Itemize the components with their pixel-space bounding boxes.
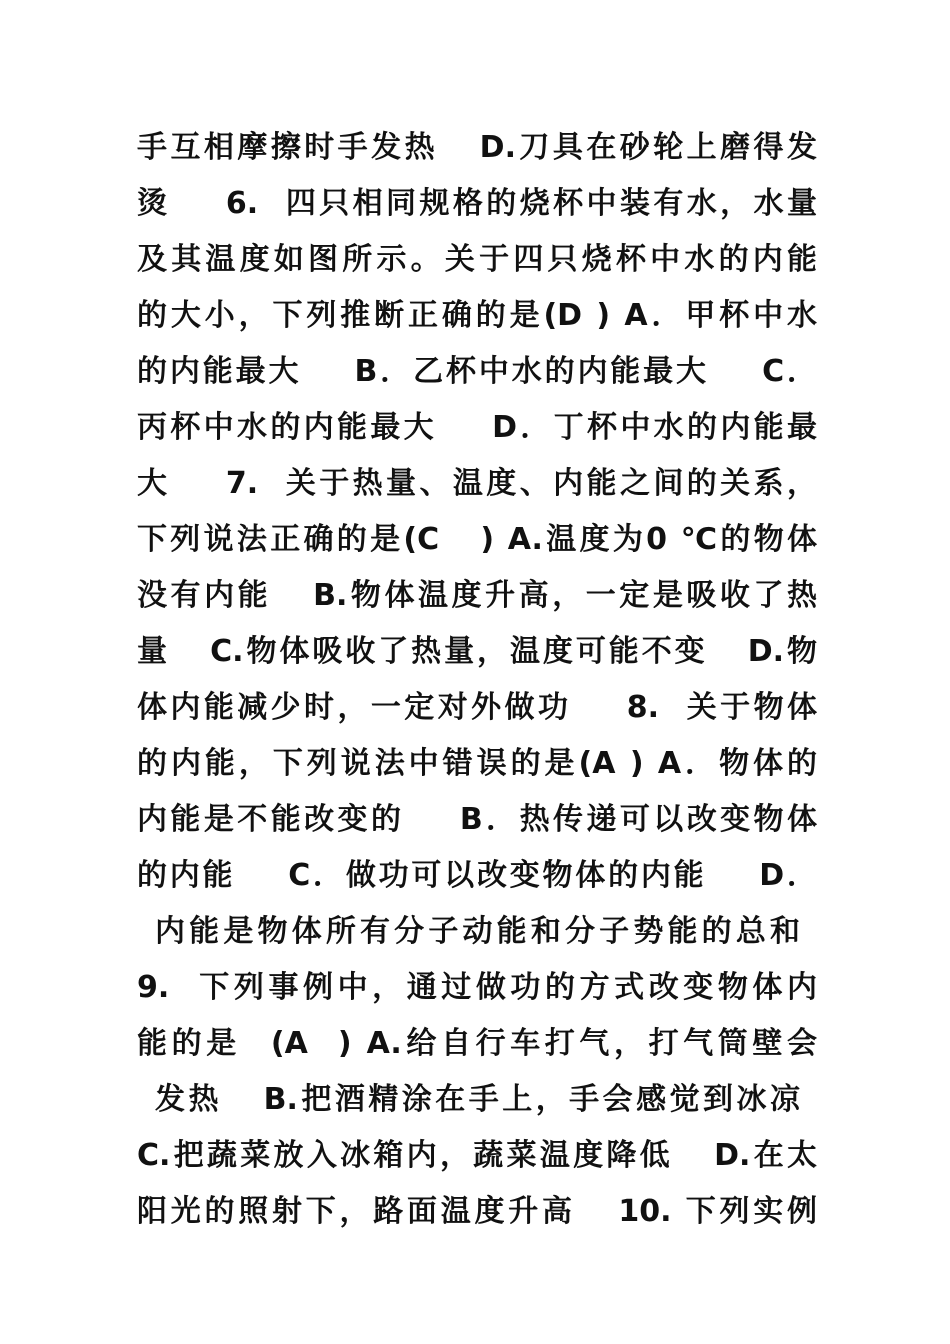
text-line-5: 的内能最大 B．乙杯中水的内能最大 C． — [137, 354, 817, 389]
text-line-19: C.把蔬菜放入冰箱内，蔬菜温度降低 D.在太 — [137, 1138, 817, 1173]
text-line-20: 阳光的照射下，路面温度升高 10. 下列实例 — [137, 1194, 817, 1229]
text-line-6: 丙杯中水的内能最大 D．丁杯中水的内能最 — [137, 410, 817, 445]
text-line-9: 没有内能 B.物体温度升高，一定是吸收了热 — [137, 578, 817, 613]
text-line-1: 手互相摩擦时手发热 D.刀具在砂轮上磨得发 — [137, 130, 817, 165]
text-line-15: 内能是物体所有分子动能和分子势能的总和 — [155, 914, 800, 949]
text-line-12: 的内能，下列说法中错误的是(A ) A．物体的 — [137, 746, 817, 781]
text-line-14: 的内能 C．做功可以改变物体的内能 D． — [137, 858, 817, 893]
text-line-16: 9. 下列事例中，通过做功的方式改变物体内 — [137, 970, 817, 1005]
text-line-18: 发热 B.把酒精涂在手上，手会感觉到冰凉 — [155, 1082, 800, 1117]
text-line-13: 内能是不能改变的 B．热传递可以改变物体 — [137, 802, 817, 837]
text-line-17: 能的是 (A ) A.给自行车打气，打气筒壁会 — [137, 1026, 817, 1061]
text-line-4: 的大小，下列推断正确的是(D ) A．甲杯中水 — [137, 298, 817, 333]
text-line-3: 及其温度如图所示。关于四只烧杯中水的内能 — [137, 242, 817, 277]
document-body — [137, 120, 817, 1240]
text-line-10: 量 C.物体吸收了热量，温度可能不变 D.物 — [137, 634, 817, 669]
text-line-8: 下列说法正确的是(C ) A.温度为0 ℃的物体 — [137, 522, 817, 557]
text-line-11: 体内能减少时，一定对外做功 8. 关于物体 — [137, 690, 817, 725]
text-line-7: 大 7. 关于热量、温度、内能之间的关系， — [137, 466, 817, 501]
text-line-2: 烫 6. 四只相同规格的烧杯中装有水，水量 — [137, 186, 817, 221]
